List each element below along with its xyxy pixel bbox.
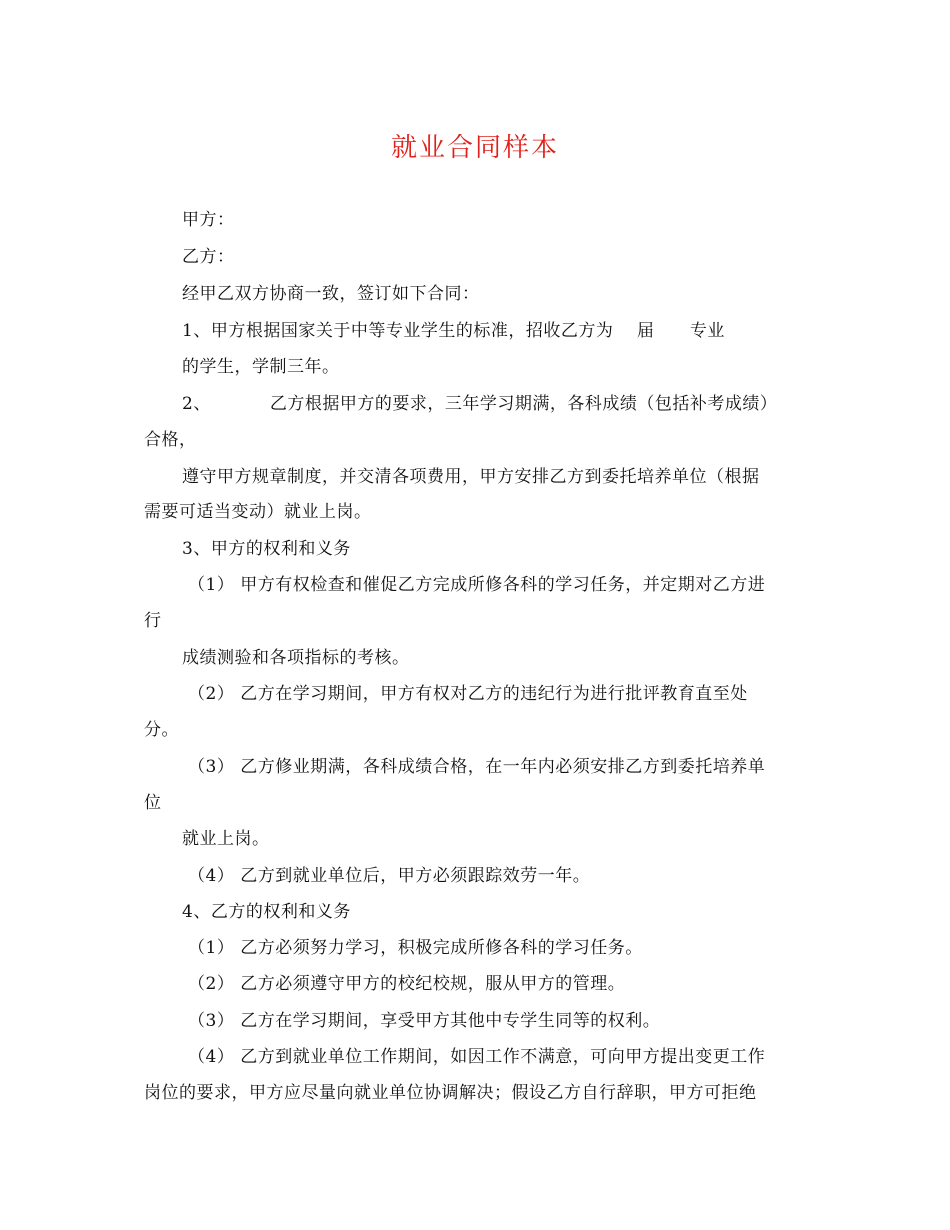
item-3-1-line-2: 行 (144, 611, 162, 631)
intro-line: 经甲乙双方协商一致，签订如下合同： (182, 284, 480, 304)
item-4-4-line-1: （4） 乙方到就业单位工作期间，如因工作不满意，可向甲方提出变更工作 (188, 1047, 766, 1067)
party-b-line: 乙方： (182, 247, 235, 267)
item-3-1-line-1: （1） 甲方有权检查和催促乙方完成所修各科的学习任务，并定期对乙方进 (188, 575, 766, 595)
item-3-2-line-1: （2） 乙方在学习期间，甲方有权对乙方的违纪行为进行批评教育直至处 (188, 684, 748, 704)
document-title: 就业合同样本 (390, 133, 559, 163)
section-3-heading: 3、甲方的权利和义务 (182, 539, 351, 559)
item-3-4-line-1: （4） 乙方到就业单位后，甲方必须跟踪效劳一年。 (188, 866, 591, 886)
item-3-3-line-3: 就业上岗。 (182, 829, 270, 849)
item-4-4-line-2: 岗位的要求，甲方应尽量向就业单位协调解决；假设乙方自行辞职，甲方可拒绝 (144, 1083, 757, 1103)
clause-1-line-1: 1、甲方根据国家关于中等专业学生的标准，招收乙方为 届 专业 (182, 321, 725, 341)
item-4-1-line-1: （1） 乙方必须努力学习，积极完成所修各科的学习任务。 (188, 938, 643, 958)
item-3-2-line-2: 分。 (144, 720, 179, 740)
clause-2-line-4: 需要可适当变动）就业上岗。 (144, 502, 372, 522)
section-4-heading: 4、乙方的权利和义务 (182, 902, 351, 922)
item-3-1-line-3: 成绩测验和各项指标的考核。 (182, 648, 410, 668)
clause-1-line-2: 的学生，学制三年。 (182, 357, 340, 377)
clause-2-line-2: 合格， (144, 430, 197, 450)
clause-2-line-3: 遵守甲方规章制度，并交清各项费用，甲方安排乙方到委托培养单位（根据 (182, 467, 760, 487)
item-4-3-line-1: （3） 乙方在学习期间，享受甲方其他中专学生同等的权利。 (188, 1011, 661, 1031)
party-a-line: 甲方： (182, 210, 235, 230)
clause-2-line-1: 2、 乙方根据甲方的要求，三年学习期满，各科成绩（包括补考成绩） (182, 394, 778, 414)
item-4-2-line-1: （2） 乙方必须遵守甲方的校纪校规，服从甲方的管理。 (188, 974, 626, 994)
item-3-3-line-1: （3） 乙方修业期满，各科成绩合格，在一年内必须安排乙方到委托培养单 (188, 757, 766, 777)
item-3-3-line-2: 位 (144, 793, 162, 813)
